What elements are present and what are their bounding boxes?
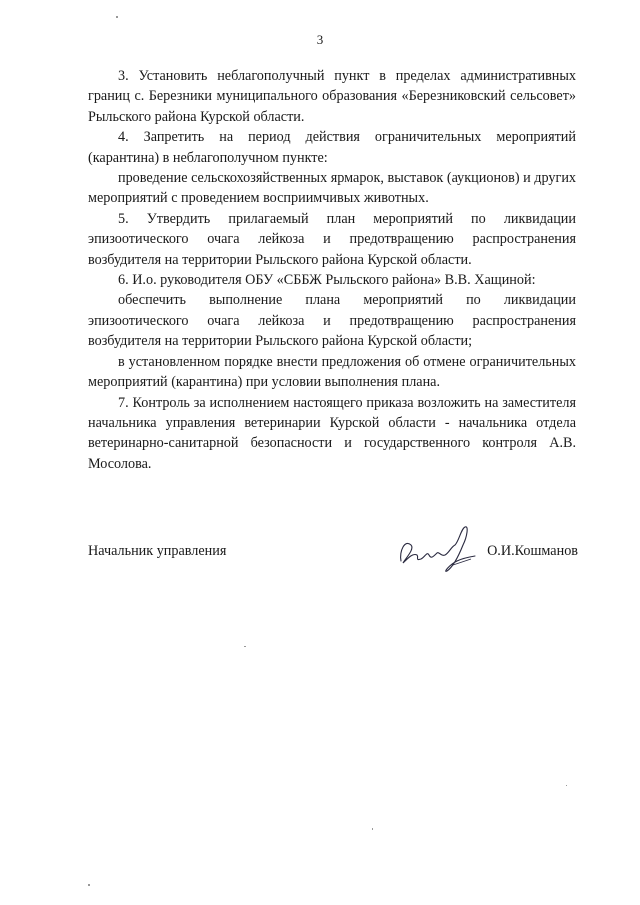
paragraph-4: 5. Утвердить прилагаемый план мероприятий по ликвидации эпизоотического очага лейкоза и предотвращению распространения возбудителя на территории Рыльского района Курской области. [88,210,576,268]
paragraph-5: 6. И.о. руководителя ОБУ «СББЖ Рыльского района» В.В. Хащиной: [118,272,536,289]
page-number: 3 [316,32,324,47]
paragraph-7: в установленном порядке внести предложения об отмене ограничительных мероприятий (карантина) при условии выполнения плана. [88,353,576,391]
paragraph-3: проведение сельскохозяйственных ярмарок, выставок (аукционов) и других мероприятий с проведением восприимчивых животных. [88,170,576,207]
scan-speck [88,884,90,886]
scan-speck [116,16,118,18]
paragraph-6: обеспечить выполнение плана мероприятий по ликвидации эпизоотического очага лейкоза и предотвращению распространения возбудителя на территории Рыльского района Курской области; [88,292,576,350]
paragraph-2: 4. Запретить на период действия ограничительных мероприятий (карантина) в неблагополучном пункте: [88,129,576,166]
document-body [88,66,576,474]
scan-speck [244,646,246,647]
signer-name: О.И.Кошманов [487,543,578,559]
scan-speck [566,785,567,786]
scan-speck [372,828,373,830]
paragraph-8: 7. Контроль за исполнением настоящего приказа возложить на заместителя начальника управления ветеринарии Курской области - начальника отдела ветеринарно-санитарной безопасности и государственного контроля А.В. Мосолова. [88,394,576,472]
signer-title: Начальник управления [88,543,227,559]
paragraph-1: 3. Установить неблагополучный пункт в пределах административных границ с. Березники муниципального образования «Березниковский сельсовет» Рыльского района Курской области. [88,68,576,125]
